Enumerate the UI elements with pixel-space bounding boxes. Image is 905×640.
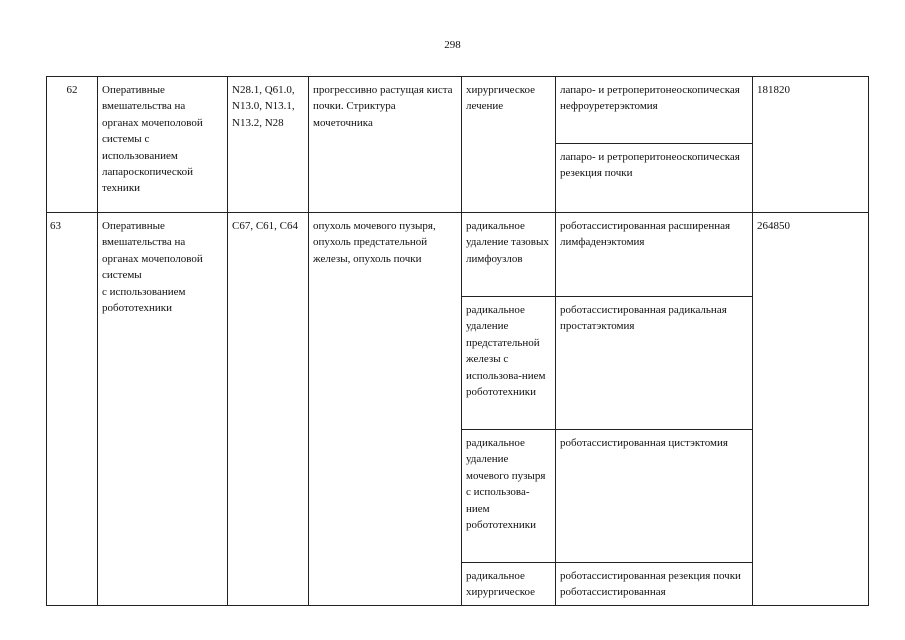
services-table — [46, 76, 869, 606]
patient-model-cell: опухоль мочевого пузыря, опухоль предстательной железы, опухоль почки — [309, 213, 462, 606]
page-number: 298 — [444, 39, 461, 51]
service-group-cell: Оперативные вмешательства на органах мочеполовой системы с использованием робототехники — [98, 213, 228, 606]
icd-codes-cell: N28.1, Q61.0, N13.0, N13.1, N13.2, N28 — [228, 77, 309, 213]
row-number: 62 — [47, 77, 98, 213]
service-group-cell: Оперативные вмешательства на органах мочеполовой системы с использованием лапароскопической техники — [98, 77, 228, 213]
treatment-method-cell: лапаро- и ретроперитонеоскопическая резекция почки — [556, 144, 753, 213]
treatment-type-cell: радикальное удаление тазовых лимфоузлов — [462, 213, 556, 297]
patient-model-cell: прогрессивно растущая киста почки. Стриктура мочеточника — [309, 77, 462, 213]
icd-codes-cell: C67, C61, C64 — [228, 213, 309, 606]
treatment-method-cell: роботассистированная радикальная простатэктомия — [556, 297, 753, 430]
treatment-type-cell: радикальное удаление мочевого пузыря с использова-нием робототехники — [462, 430, 556, 563]
table-row — [47, 213, 869, 297]
treatment-method-cell: роботассистированная расширенная лимфаденэктомия — [556, 213, 753, 297]
cost-cell: 181820 — [753, 77, 869, 213]
treatment-method-cell: роботассистированная цистэктомия — [556, 430, 753, 563]
treatment-method-cell: роботассистированная резекция почки роботассистированная — [556, 563, 753, 606]
treatment-type-cell: радикальное хирургическое — [462, 563, 556, 606]
treatment-type-cell: радикальное удаление предстательной железы с использова-нием робототехники — [462, 297, 556, 430]
cost-cell: 264850 — [753, 213, 869, 606]
treatment-type-cell: хирургическое лечение — [462, 77, 556, 213]
treatment-method-cell: лапаро- и ретроперитонеоскопическая нефроуретерэктомия — [556, 77, 753, 144]
row-number: 63 — [47, 213, 98, 606]
table-row — [47, 77, 869, 144]
